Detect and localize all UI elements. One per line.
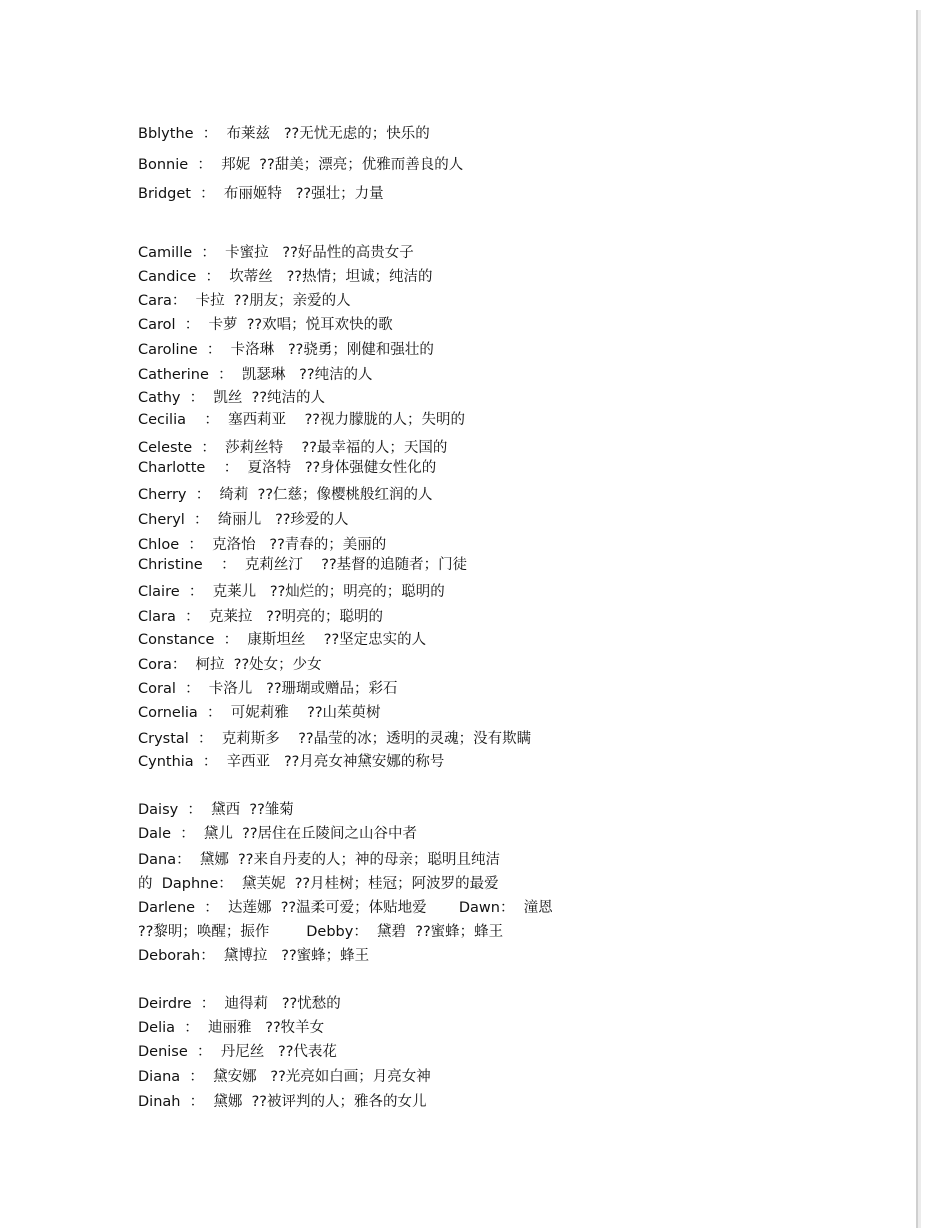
name-entry: Cara： 卡拉 ??朋友；亲爱的人: [138, 293, 351, 309]
name-entry: Darlene ： 达莲娜 ??温柔可爱；体贴地爱 Dawn： 潼恩: [138, 900, 553, 916]
name-entry: Dale ： 黛儿 ??居住在丘陵间之山谷中者: [138, 826, 418, 842]
name-entry: Bridget ： 布丽姬特 ??强壮；力量: [138, 186, 384, 202]
name-entry: Charlotte ： 夏洛特 ??身体强健女性化的: [138, 460, 437, 476]
name-entry: ??黎明；唤醒；振作 Debby： 黛碧 ??蜜蜂；蜂王: [138, 924, 504, 940]
name-entry: Coral ： 卡洛儿 ??珊瑚或赠品；彩石: [138, 681, 398, 697]
name-entry: Carol ： 卡萝 ??欢唱；悦耳欢快的歌: [138, 317, 393, 333]
name-entry: Dana： 黛娜 ??来自丹麦的人；神的母亲；聪明且纯洁: [138, 852, 500, 868]
name-entry: 的 Daphne： 黛芙妮 ??月桂树；桂冠；阿波罗的最爱: [138, 876, 499, 892]
name-entry: Diana ： 黛安娜 ??光亮如白画；月亮女神: [138, 1069, 431, 1085]
name-entry: Crystal ： 克莉斯多 ??晶莹的冰；透明的灵魂；没有欺瞒: [138, 731, 532, 747]
page-edge-shadow: [918, 10, 921, 1228]
name-entry: Deborah： 黛博拉 ??蜜蜂；蜂王: [138, 948, 370, 964]
name-entry: Dinah ： 黛娜 ??被评判的人；雅各的女儿: [138, 1094, 427, 1110]
name-entry: Cornelia ： 可妮莉雅 ??山茱萸树: [138, 705, 381, 721]
name-entry: Cynthia ： 辛西亚 ??月亮女神黛安娜的称号: [138, 754, 445, 770]
name-entry: Cora： 柯拉 ??处女；少女: [138, 657, 322, 673]
name-entry: Denise ： 丹尼丝 ??代表花: [138, 1044, 337, 1060]
name-entry: Claire ： 克莱儿 ??灿烂的；明亮的；聪明的: [138, 584, 445, 600]
name-entry: Delia ： 迪丽雅 ??牧羊女: [138, 1020, 325, 1036]
name-entry: Candice ： 坎蒂丝 ??热情；坦诚；纯洁的: [138, 269, 433, 285]
name-entry: Daisy ： 黛西 ??雏菊: [138, 802, 294, 818]
name-entry: Chloe ： 克洛怡 ??青春的；美丽的: [138, 537, 387, 553]
name-entry: Camille ： 卡蜜拉 ??好品性的高贵女子: [138, 245, 414, 261]
name-entry: Cecilia ： 塞西莉亚 ??视力朦胧的人；失明的: [138, 412, 465, 428]
name-entry: Celeste ： 莎莉丝特 ??最幸福的人；天国的: [138, 440, 448, 456]
name-entry: Cherry ： 绮莉 ??仁慈；像樱桃般红润的人: [138, 487, 433, 503]
name-entry: Christine ： 克莉丝汀 ??基督的追随者；门徒: [138, 557, 468, 573]
name-entry: Bblythe ： 布莱兹 ??无忧无虑的；快乐的: [138, 126, 430, 142]
name-entry: Caroline ： 卡洛琳 ??骁勇；刚健和强壮的: [138, 342, 434, 358]
name-entry: Bonnie ： 邦妮 ??甜美；漂亮；优雅而善良的人: [138, 157, 464, 173]
name-entry: Cheryl ： 绮丽儿 ??珍爱的人: [138, 512, 349, 528]
name-entry: Constance ： 康斯坦丝 ??坚定忠实的人: [138, 632, 427, 648]
name-entry: Catherine ： 凯瑟琳 ??纯洁的人: [138, 367, 373, 383]
name-entry: Clara ： 克莱拉 ??明亮的；聪明的: [138, 609, 384, 625]
name-entry: Cathy ： 凯丝 ??纯洁的人: [138, 390, 326, 406]
name-entry: Deirdre ： 迪得莉 ??忧愁的: [138, 996, 341, 1012]
